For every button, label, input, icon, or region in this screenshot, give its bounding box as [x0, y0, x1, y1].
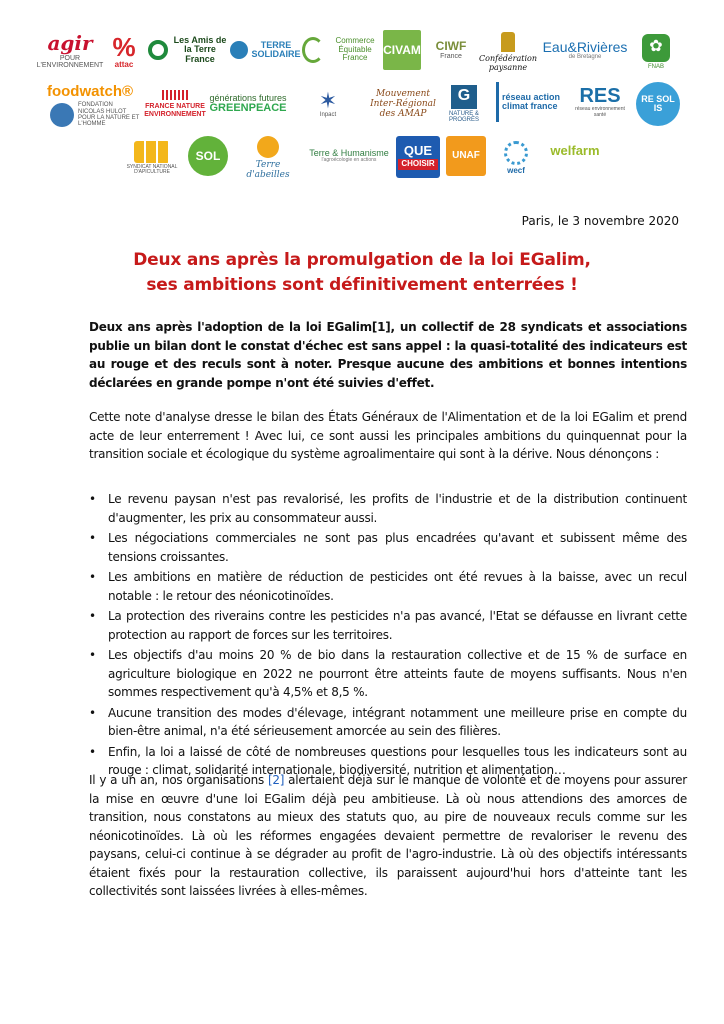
document-date: Paris, le 3 novembre 2020 [521, 214, 679, 228]
logo-miramap: Mouvement Inter-Régional des AMAP [370, 89, 436, 119]
logo-fnab: ✿ FNAB [636, 30, 676, 74]
closing-text-end: alertaient déjà sur le manque de volonté et de moyens pour assurer la mise en œuvre d'une loi EGalim déjà peu ambitieuse. Là où nous attendions des amorces de transition, nous constatons au mieux des statuts quo, au pire de nouveaux reculs comme sur les néonicotinoïdes. Là où les réformes engagées devaient permettre de revaloriser le revenu des paysans, celui-ci continue à se dégrader au profit de l'agro-industrie. Là où des objectifs intéressants étaient fixés pour la restauration collective, ils paraissent aujourd'hui hors d'atteinte tant les collectivités sont laissées livrées à elles-mêmes. [89, 773, 687, 898]
logo-civam: CIVAM [383, 30, 421, 70]
logo-que-choisir: QUE CHOISIR [396, 136, 440, 178]
logo-snapi: SYNDICAT NATIONAL D'APICULTURE [124, 136, 180, 180]
logo-commerce-equitable: Commerce Équitable France [302, 30, 382, 70]
logo-eau-et-rivieres: Eau&Rivières de Bretagne [542, 38, 628, 61]
partner-logos [36, 30, 690, 180]
list-item: • Les ambitions en matière de réduction de pesticides ont été revues à la baisse, avec un recul notable : le retour des néonicotinoïdes. [89, 568, 687, 605]
title-line-1: Deux ans après la promulgation de la loi EGalim, [133, 250, 591, 270]
logo-sol: SOL [188, 136, 228, 176]
logo-france-nature-environnement: FRANCE NATURE ENVIRONNEMENT [144, 82, 206, 126]
logo-agir: agir POUR L'ENVIRONNEMENT [36, 31, 104, 69]
list-item: • La protection des riverains contre les pesticides n'a pas avancé, l'Etat se défausse en livrant cette protection au rapport de forces sur les territoires. [89, 607, 687, 644]
analysis-paragraph: Cette note d'analyse dresse le bilan des États Généraux de l'Alimentation et de la loi EGalim et prend acte de leur enterrement ! Avec lui, ce sont aussi les principales ambitions du quinquennat pour la transition sociale et écologique du système agroalimentaire qui sont à la dérive. Nous dénonçons : [89, 410, 687, 461]
list-item: • Les objectifs d'au moins 20 % de bio dans la restauration collective et de 15 % de surface en agriculture biologique en 2022 ne pourront être atteints faute de moyens suffisants. Nous n'en sommes respectivement qu'à 4,5% et 8,5 %. [89, 646, 687, 702]
logo-terre-solidaire: TERRE SOLIDAIRE [230, 30, 300, 70]
logo-row-1 [36, 30, 690, 74]
logo-amis-de-la-terre: Les Amis de la Terre France [148, 30, 228, 70]
logo-nature-et-progres: G NATURE & PROGRÈS [445, 82, 483, 126]
title-line-2: ses ambitions sont définitivement enterrées ! [146, 275, 578, 295]
intro-paragraph: Deux ans après l'adoption de la loi EGalim[1], un collectif de 28 syndicats et associations publie un bilan dont le constat d'échec est sans appel : la quasi-totalité des indicateurs est au rouge et des reculs sont à noter. Presque aucune des ambitions et bonnes intentions déclarées en grande pompe n'ont été suivies d'effet. [89, 320, 687, 390]
logo-foodwatch: foodwatch® [46, 83, 134, 101]
logo-confederation-paysanne: Confédération paysanne [480, 30, 536, 74]
document-title [60, 248, 664, 298]
logo-reseau-action-climat: réseau action climat france [496, 82, 564, 122]
logo-generations-futures-greenpeace: générations futures GREENPEACE [209, 92, 287, 114]
footnote-link-2[interactable]: [2] [267, 773, 285, 787]
list-item: • Les négociations commerciales ne sont pas plus encadrées qu'avant et subissent même des tensions croissantes. [89, 529, 687, 566]
logo-terre-d-abeilles: Terre d'abeilles [236, 136, 300, 180]
logo-row-2 [40, 82, 690, 126]
logo-fondation-nicolas-hulot: FONDATION NICOLAS HULOT POUR LA NATURE ET L'HOMME [50, 102, 140, 128]
logo-ciwf: CIWF France [435, 39, 467, 60]
closing-paragraph [89, 771, 687, 901]
logo-attac: % attac [112, 32, 136, 70]
denunciation-list [89, 490, 687, 782]
logo-welfarm: welfarm [550, 143, 600, 159]
logo-res: RES réseau environnement santé [575, 85, 625, 118]
list-item: • Enfin, la loi a laissé de côté de nombreuses questions pour lesquelles tous les indicateurs sont au rouge : climat, solidarité internationale, biodiversité, nutrition et alimentation… [89, 743, 687, 780]
logo-row-3 [40, 136, 690, 180]
logo-inpact: ✶ Inpact [318, 87, 338, 118]
list-item: • Le revenu paysan n'est pas revalorisé, les profits de l'industrie et de la distribution continuent d'augmenter, les prix au consommateur aussi. [89, 490, 687, 527]
logo-terre-et-humanisme: Terre & Humanisme l'agroécologie en actions [309, 147, 389, 164]
logo-wecf: wecf [494, 136, 538, 180]
logo-unaf: UNAF [446, 136, 486, 176]
list-item: • Aucune transition des modes d'élevage, intégrant notamment une meilleure prise en compte du bien-être animal, n'a été sérieusement amorcée au sein des filières. [89, 704, 687, 741]
closing-text-start: Il y a un an, nos organisations [89, 773, 268, 787]
logo-resolis: RE SOL IS [636, 82, 680, 126]
